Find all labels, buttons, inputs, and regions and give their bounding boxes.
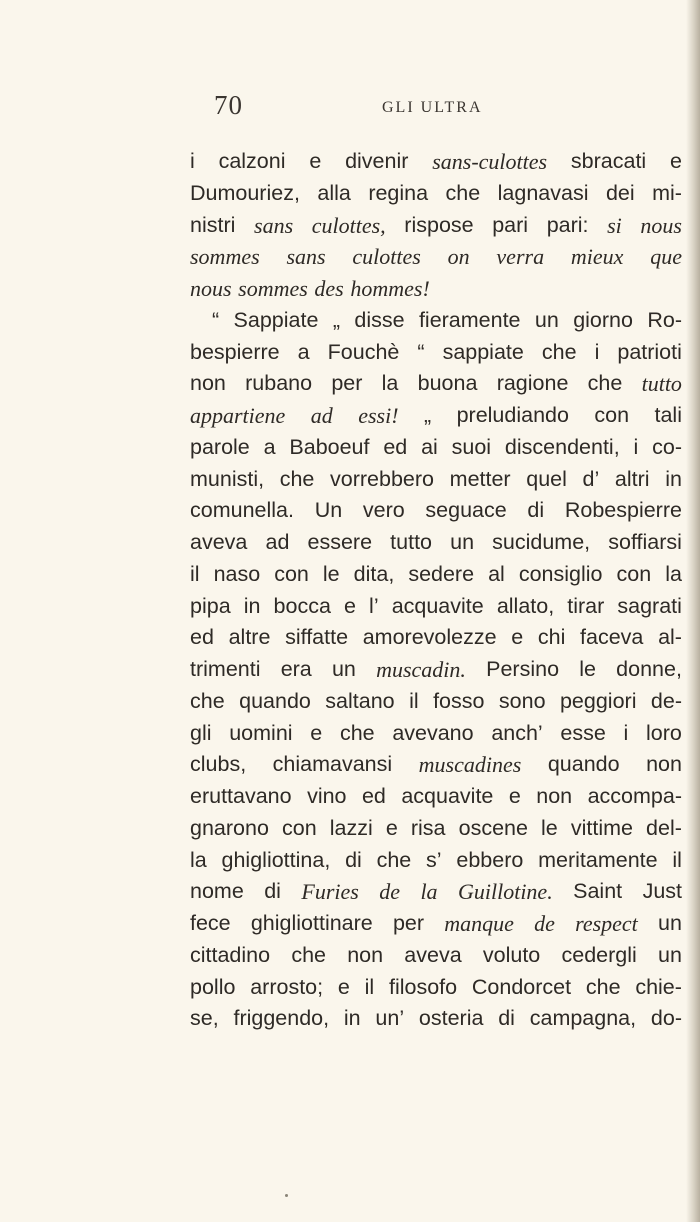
word: un [534, 307, 559, 332]
italic-word: ad [310, 403, 333, 428]
word: nome [190, 879, 244, 904]
word: co- [652, 434, 682, 459]
word: metter [449, 466, 511, 491]
word: in [665, 466, 682, 491]
text-line [190, 781, 682, 813]
italic-word: culottes, [311, 212, 386, 238]
word: ragione [496, 371, 569, 396]
word: bocca [273, 593, 331, 618]
word: gnarono [190, 815, 269, 840]
word: fieramente [418, 307, 521, 332]
word: pari [492, 212, 529, 237]
word: un’ [375, 1006, 405, 1031]
word: nistri [190, 212, 236, 237]
word: Fouchè [327, 339, 400, 364]
word: sono [498, 688, 546, 713]
word: filosofo [388, 974, 458, 999]
word: il [364, 974, 375, 999]
word: do- [650, 1006, 682, 1031]
word: patrioti [617, 339, 682, 364]
text-line [190, 464, 682, 496]
word: altre [228, 625, 271, 650]
text-line [190, 178, 682, 210]
word: “ [417, 339, 425, 364]
specks-mark [285, 1194, 288, 1197]
word: rubano [245, 371, 313, 396]
text-line [190, 654, 682, 686]
page-edge-shadow [686, 0, 700, 1222]
word: accompa- [587, 784, 682, 808]
italic-word: mieux [570, 244, 624, 270]
word: il [672, 847, 682, 872]
word: quando [547, 752, 620, 777]
text-line [190, 495, 682, 527]
word: ghigliottina, [221, 847, 331, 872]
word: regina [368, 180, 429, 205]
word: siffatte [285, 625, 349, 650]
word: un [658, 942, 682, 967]
word: calzoni [218, 149, 286, 173]
word: di [527, 498, 545, 523]
word: a [263, 434, 276, 459]
word: seguace [425, 498, 507, 523]
italic-word: Furies [301, 879, 359, 905]
text-line [190, 876, 682, 908]
word: fosso [433, 688, 485, 713]
word: comunella. [190, 498, 294, 523]
word: se, [190, 1006, 219, 1031]
word: a [297, 339, 310, 364]
word: era [280, 657, 312, 681]
word: che [541, 339, 577, 364]
word: di [345, 847, 362, 872]
word: al [488, 561, 505, 586]
word: che [190, 688, 225, 713]
word: che [291, 942, 326, 967]
word: per [331, 371, 363, 396]
word: gli [190, 720, 212, 745]
word: quel [526, 466, 567, 491]
word: e [385, 815, 398, 840]
italic-word: sans-culottes [432, 149, 548, 174]
word: un [331, 657, 356, 681]
italic-word: on [447, 244, 470, 270]
word: al- [658, 625, 682, 650]
text-line [190, 273, 682, 305]
word: giorno [573, 307, 633, 332]
text-line [190, 432, 682, 464]
text-line [190, 559, 682, 591]
word: sappiate [442, 339, 524, 364]
text-line [190, 686, 682, 718]
word: tali [654, 403, 682, 427]
word: ad [265, 530, 290, 554]
word: aveva [190, 530, 248, 554]
text-line [190, 591, 682, 623]
word: vorrebbero [330, 466, 435, 491]
word: la [381, 371, 399, 396]
word: cittadino [190, 942, 271, 967]
word: di [264, 879, 281, 904]
word: ed [383, 434, 408, 459]
word: tirar [567, 593, 605, 618]
word: suoi [451, 434, 492, 459]
word: con [594, 403, 630, 427]
word: amorevolezze [362, 625, 497, 650]
word: buona [417, 371, 478, 396]
word: campagna, [529, 1006, 637, 1031]
word: ebbero [456, 847, 524, 872]
word: allato, [496, 593, 555, 618]
text-line [190, 210, 682, 242]
word: risa [410, 815, 446, 840]
word: chie- [635, 974, 682, 999]
word: Un [314, 498, 343, 523]
word: e [670, 149, 682, 173]
text-line [190, 527, 682, 559]
word: sbracati [570, 149, 647, 173]
italic-word: culottes [352, 244, 421, 270]
italic-word: que [650, 244, 682, 270]
word: fece [190, 911, 231, 935]
word: s’ [426, 847, 442, 872]
word: sagrati [617, 593, 682, 618]
text-line [190, 400, 682, 432]
word: disse [354, 307, 405, 332]
word: che [587, 371, 623, 396]
word: vino [307, 784, 347, 808]
word: uomini [229, 720, 293, 745]
word: ed [190, 625, 214, 650]
italic-word: sans [286, 244, 326, 270]
word: per [392, 911, 425, 935]
word: faceva [580, 625, 644, 650]
word: e [508, 784, 521, 808]
word: il [190, 561, 200, 586]
italic-word: de [534, 911, 555, 936]
word: e [337, 974, 350, 999]
italic-word: Guillotine. [457, 879, 553, 905]
word: non [347, 942, 384, 967]
word: parole [190, 434, 250, 459]
word: ghigliottinare [250, 911, 373, 935]
word: vittime [570, 815, 633, 840]
word: rispose [404, 212, 474, 237]
word: un [658, 911, 682, 935]
word: e [310, 720, 323, 745]
word: discendenti, [504, 434, 620, 459]
word: in [243, 593, 261, 618]
word: con [274, 561, 309, 586]
word: dita, [353, 561, 395, 586]
italic-word: essi! [358, 403, 399, 428]
word: la [665, 561, 682, 586]
word: oscene [458, 815, 528, 840]
word: „ [332, 307, 340, 332]
word: Baboeuf [289, 434, 370, 459]
body-text [190, 146, 682, 1035]
italic-word: appartiene [190, 403, 286, 428]
word: non [536, 784, 573, 808]
text-line [190, 908, 682, 940]
text-line [190, 718, 682, 750]
text-line [190, 940, 682, 972]
italic-word: manque [444, 911, 514, 936]
word: i [594, 339, 600, 364]
text-line [190, 337, 682, 369]
word: e [309, 149, 322, 173]
word: ai [421, 434, 438, 459]
word: e [511, 625, 524, 650]
word: anch’ [491, 720, 543, 745]
word: con [281, 815, 317, 840]
word: naso [213, 561, 261, 586]
word: le [541, 815, 558, 840]
italic-word: verra [496, 244, 545, 270]
word: dei [605, 180, 635, 205]
word: loro [646, 720, 682, 745]
word: sucidume, [492, 530, 591, 554]
word: mi- [652, 180, 682, 205]
text-line [190, 241, 682, 273]
italic-word: tutto [641, 371, 682, 397]
word: che [376, 847, 412, 872]
word: preludiando [456, 403, 569, 427]
word: saltano [325, 688, 395, 713]
word: arrosto; [250, 974, 324, 999]
word: soffiarsi [608, 530, 682, 554]
word: consiglio [518, 561, 603, 586]
word: friggendo, [233, 1006, 330, 1031]
italic-word: nous [190, 276, 232, 301]
word: ed [361, 784, 386, 808]
word: quando [239, 688, 311, 713]
word: voluto [482, 942, 541, 967]
word: Just [642, 879, 682, 904]
word: acquavite [391, 593, 484, 618]
text-line [190, 749, 682, 781]
word: l’ [369, 593, 379, 618]
word: d’ [582, 466, 600, 491]
italic-word: sommes [190, 244, 260, 270]
word: de- [650, 688, 682, 713]
word: le [579, 657, 596, 681]
word: chiamavansi [272, 752, 393, 777]
word: un [450, 530, 475, 554]
word: Dumouriez, [190, 180, 300, 205]
word: Saint [573, 879, 623, 904]
word: “ [212, 307, 220, 332]
word: Sappiate [233, 307, 319, 332]
word: esse [560, 720, 606, 745]
word: Ro- [647, 307, 682, 332]
word: che [279, 466, 315, 491]
word: Persino [486, 657, 560, 681]
word: pollo [190, 974, 236, 999]
word: sedere [408, 561, 475, 586]
word: del- [646, 815, 682, 840]
word: donne, [616, 657, 682, 681]
word: lagnavasi [497, 180, 589, 205]
word: tutto [390, 530, 433, 554]
word: con [616, 561, 652, 586]
word: pipa [190, 593, 231, 618]
word: Robespierre [564, 498, 682, 523]
text-line [190, 845, 682, 877]
running-title: GLI ULTRA [382, 99, 483, 116]
italic-word: sommes [238, 276, 308, 301]
word: peggiori [559, 688, 637, 713]
word: „ [423, 403, 432, 427]
word: osteria [418, 1006, 484, 1031]
text-line [190, 1003, 682, 1035]
word: che [585, 974, 621, 999]
word: essere [307, 530, 373, 554]
word: cedergli [561, 942, 637, 967]
word: trimenti [190, 657, 261, 681]
italic-word: respect [575, 911, 638, 936]
word: il [409, 688, 419, 713]
word: meritamente [538, 847, 658, 872]
italic-word: de [379, 879, 401, 905]
word: Condorcet [471, 974, 572, 999]
word: alla [317, 180, 351, 205]
word: vero [362, 498, 405, 523]
text-line [190, 813, 682, 845]
word: non [646, 752, 682, 777]
word: i [190, 149, 195, 173]
text-line [190, 972, 682, 1004]
word: pari: [546, 212, 589, 237]
italic-word: muscadin. [376, 657, 466, 682]
word: che [339, 720, 375, 745]
word: che [445, 180, 481, 205]
word: i [633, 434, 639, 459]
word: bespierre [190, 339, 280, 364]
word: eruttavano [190, 784, 292, 808]
word: avevano [392, 720, 474, 745]
word: lazzi [329, 815, 373, 840]
text-line [190, 305, 682, 337]
word: e [344, 593, 356, 618]
italic-word: nous [640, 212, 682, 238]
word: non [190, 371, 226, 396]
page-number: 70 [214, 90, 243, 120]
word: acquavite [401, 784, 494, 808]
italic-word: la [420, 879, 438, 905]
word: aveva [404, 942, 462, 967]
text-line [190, 622, 682, 654]
word: altri [614, 466, 650, 491]
word: la [190, 847, 207, 872]
word: chi [537, 625, 566, 650]
italic-word: si [607, 212, 622, 238]
word: di [498, 1006, 515, 1031]
word: munisti, [190, 466, 265, 491]
italic-word: sans [254, 212, 294, 238]
word: clubs, [190, 752, 247, 777]
word: le [322, 561, 340, 586]
word: i [623, 720, 629, 745]
text-line [190, 368, 682, 400]
text-line [190, 146, 682, 178]
italic-word: hommes! [350, 276, 430, 301]
italic-word: des [314, 276, 344, 301]
italic-word: muscadines [418, 752, 522, 778]
word: divenir [345, 149, 409, 173]
word: in [343, 1006, 361, 1031]
